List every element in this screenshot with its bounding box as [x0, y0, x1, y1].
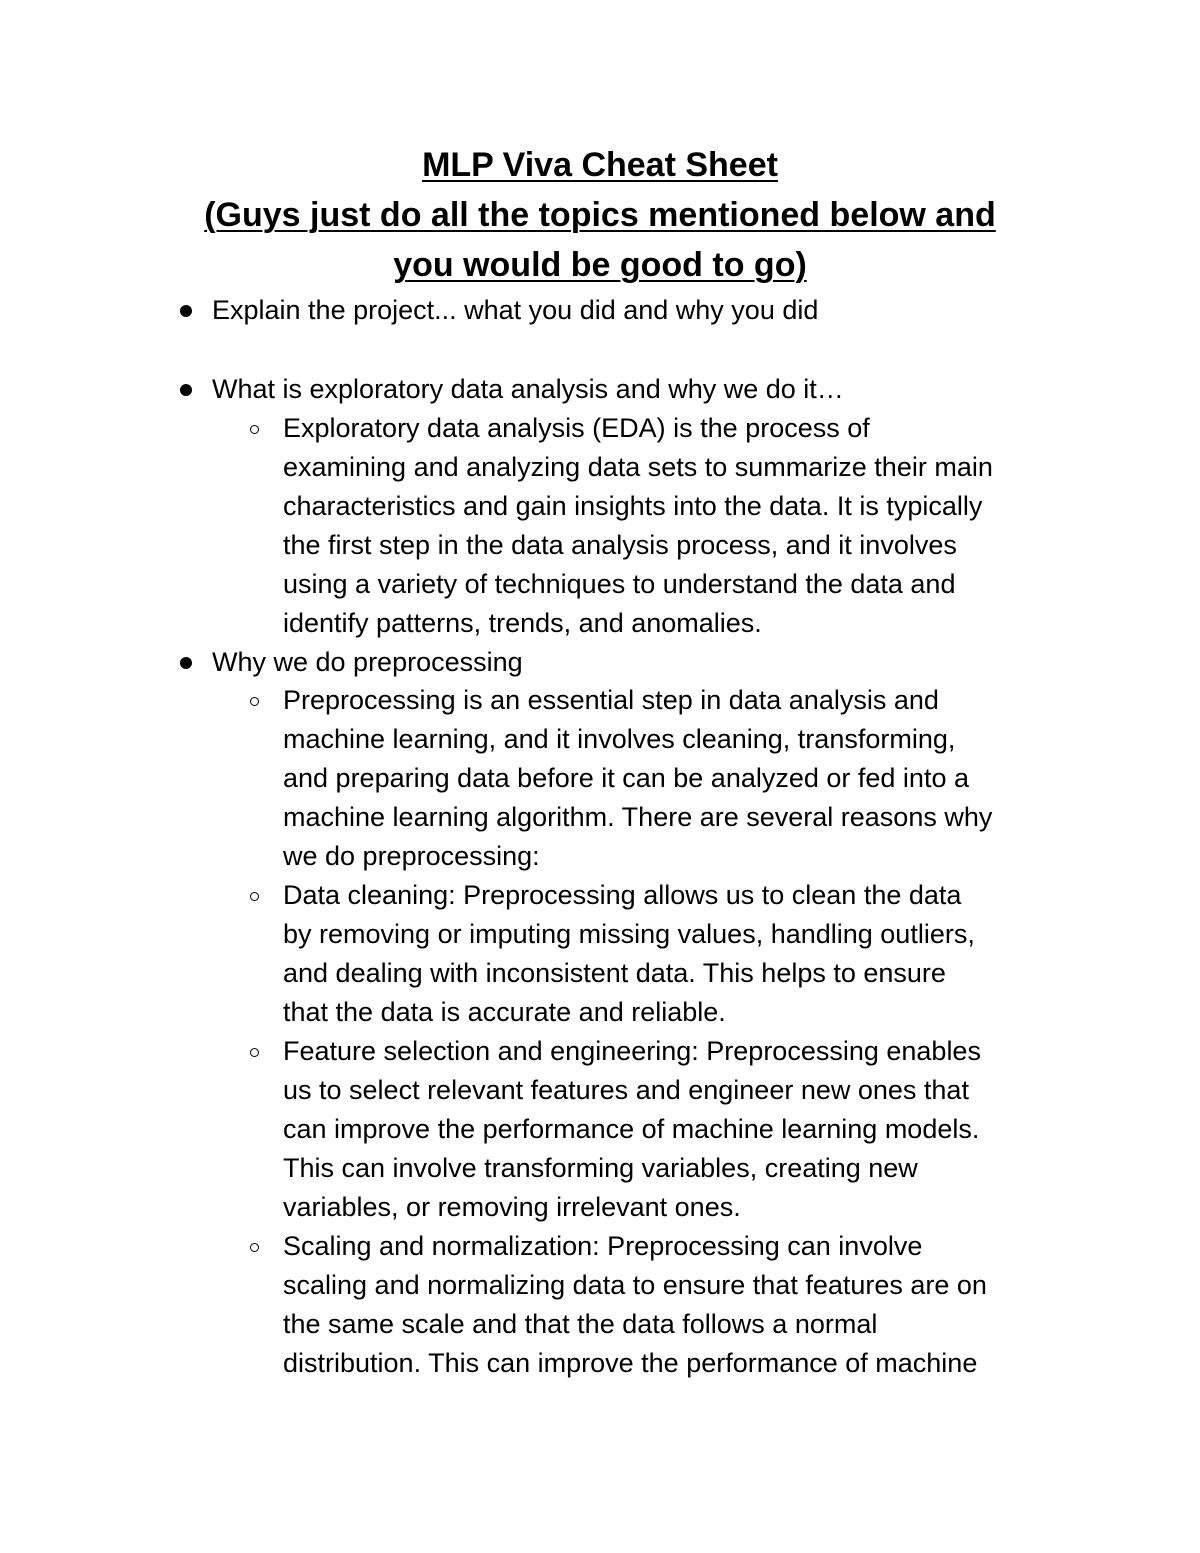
list-item-1-text: Explain the project... what you did and why you did — [212, 295, 819, 325]
sub-item-text-line: the same scale and that the data follows a normal — [283, 1309, 878, 1339]
list-item-2-text: What is exploratory data analysis and why we do it… — [212, 374, 844, 404]
sub-bullet-icon — [250, 1243, 259, 1252]
sub-item-text-line: the first step in the data analysis process, and it involves — [283, 530, 957, 560]
sub-item-text-line: machine learning, and it involves cleaning, transforming, — [283, 724, 956, 754]
sub-item-text-line: Exploratory data analysis (EDA) is the process of — [283, 413, 870, 443]
subtitle-line-1: (Guys just do all the topics mentioned below and — [204, 196, 996, 234]
sub-item-text-line: us to select relevant features and engineer new ones that — [283, 1075, 969, 1105]
sub-item-text-line: Data cleaning: Preprocessing allows us to clean the data — [283, 880, 962, 910]
sub-item-text-line: machine learning algorithm. There are several reasons why — [283, 802, 993, 832]
page-title: MLP Viva Cheat Sheet — [422, 146, 778, 184]
sub-item-text-line: using a variety of techniques to understand the data and — [283, 569, 956, 599]
sub-bullet-icon — [250, 892, 259, 901]
sub-item-text-line: Feature selection and engineering: Preprocessing enables — [283, 1036, 981, 1066]
list-item-3-text: Why we do preprocessing — [212, 647, 523, 677]
sub-item-text-line: that the data is accurate and reliable. — [283, 997, 726, 1027]
sub-item-text-line: and preparing data before it can be analyzed or fed into a — [283, 763, 969, 793]
sub-item-text-line: examining and analyzing data sets to summarize their main — [283, 452, 993, 482]
title-block — [0, 140, 1200, 290]
bullet-icon — [180, 305, 192, 317]
bullet-icon — [180, 384, 192, 396]
bullet-icon — [180, 657, 192, 669]
sub-item-text-line: distribution. This can improve the performance of machine — [283, 1348, 978, 1378]
sub-item-text-line: and dealing with inconsistent data. This helps to ensure — [283, 958, 946, 988]
sub-item-text-line: variables, or removing irrelevant ones. — [283, 1192, 741, 1222]
sub-item-text-line: identify patterns, trends, and anomalies. — [283, 608, 762, 638]
sub-item-text-line: Scaling and normalization: Preprocessing can involve — [283, 1231, 923, 1261]
sub-item-text-line: Preprocessing is an essential step in data analysis and — [283, 685, 939, 715]
sub-item-text-line: we do preprocessing: — [283, 841, 540, 871]
subtitle-line-2: you would be good to go) — [393, 246, 807, 284]
sub-bullet-icon — [250, 1048, 259, 1057]
sub-bullet-icon — [250, 425, 259, 434]
sub-item-text-line: by removing or imputing missing values, handling outliers, — [283, 919, 975, 949]
sub-item-text-line: scaling and normalizing data to ensure that features are on — [283, 1270, 987, 1300]
sub-item-text-line: can improve the performance of machine learning models. — [283, 1114, 980, 1144]
sub-item-text-line: characteristics and gain insights into the data. It is typically — [283, 491, 983, 521]
sub-bullet-icon — [250, 697, 259, 706]
sub-item-text-line: This can involve transforming variables, creating new — [283, 1153, 918, 1183]
